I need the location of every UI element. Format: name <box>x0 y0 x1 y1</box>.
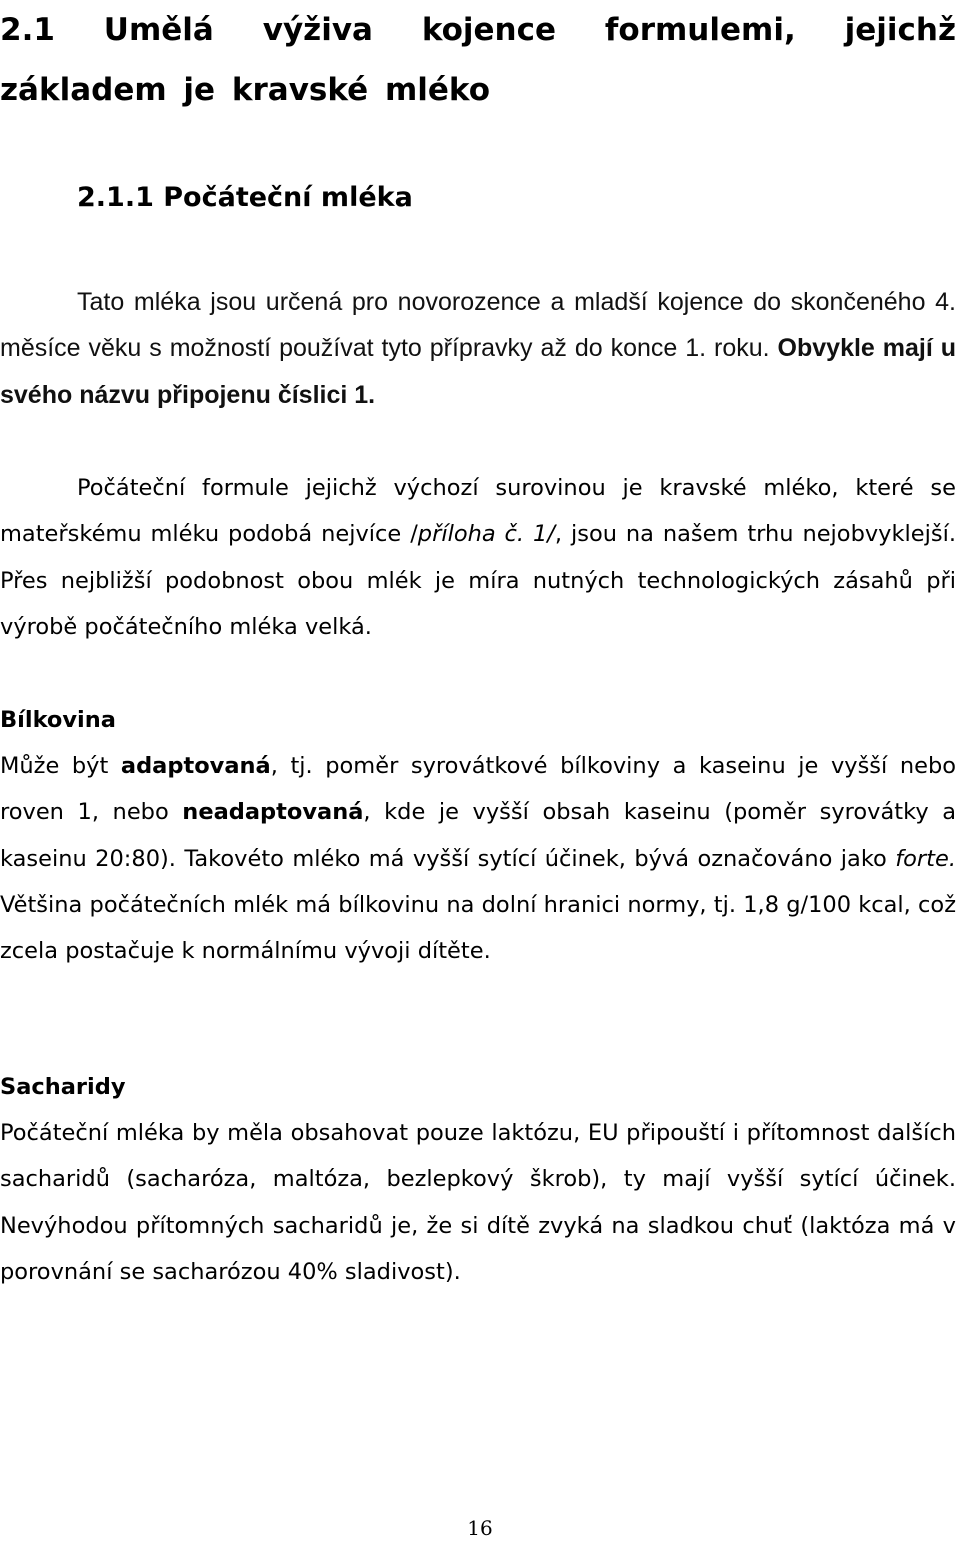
intro-text: Tato mléka jsou určená pro novorozence a mladší kojence do skončeného 4. měsíce věku s možností používat tyto přípravky až do konce 1. roku. <box>0 288 956 363</box>
protein-text-1: Může být <box>0 753 121 779</box>
protein-unadapted-term: neadaptovaná <box>182 799 364 826</box>
protein-text-3: , kde je vyšší obsah kaseinu (poměr syrovátky a kaseinu 20:80). Takovéto mléko má vyšší sytící účinek, bývá označováno jako <box>0 799 956 872</box>
protein-adapted-term: adaptovaná <box>120 753 271 779</box>
formula-text-2: , jsou na našem trhu nejobvyklejší. Přes nejbližší podobnost obou mlék je míra nutných technologických zásahů při výrobě počátečního mléka velká. <box>0 521 956 640</box>
protein-heading: Bílkovina <box>0 707 116 733</box>
protein-forte-term: forte. <box>895 845 956 872</box>
protein-text-4: Většina počátečních mlék má bílkovinu na dolní hranici normy, tj. 1,8 g/100 kcal, což zcela postačuje k normálnímu vývoji dítěte. <box>0 891 956 965</box>
protein-paragraph <box>0 743 956 974</box>
protein-text-2: , tj. poměr syrovátkové bílkoviny a kaseinu je vyšší nebo roven 1, nebo <box>0 753 956 826</box>
formula-text-1: Počáteční formule jejichž výchozí surovinou je kravské mléko, které se mateřskému mléku podobá nejvíce / <box>0 475 956 548</box>
intro-paragraph <box>0 279 956 418</box>
intro-bold-text: Obvykle mají u svého názvu připojenu číslici 1. <box>0 334 956 409</box>
page-number: 16 <box>467 1516 493 1540</box>
section-heading: 2.1.1 Počáteční mléka <box>77 182 413 213</box>
chapter-heading: 2.1 Umělá výživa kojence formulemi, jejichž základem je kravské mléko <box>0 12 956 108</box>
appendix-reference: příloha č. 1/ <box>417 521 555 548</box>
formula-paragraph <box>0 465 956 650</box>
carbohydrates-heading: Sacharidy <box>0 1074 126 1100</box>
carbohydrates-paragraph: Počáteční mléka by měla obsahovat pouze laktózu, EU připouští i přítomnost dalších sacharidů (sacharóza, maltóza, bezlepkový škrob), ty mají vyšší sytící účinek. Nevýhodou přítomných sacharidů je, že si dítě zvyká na sladkou chuť (laktóza má v porovnání se sacharózou 40% sladivost). <box>0 1120 956 1285</box>
